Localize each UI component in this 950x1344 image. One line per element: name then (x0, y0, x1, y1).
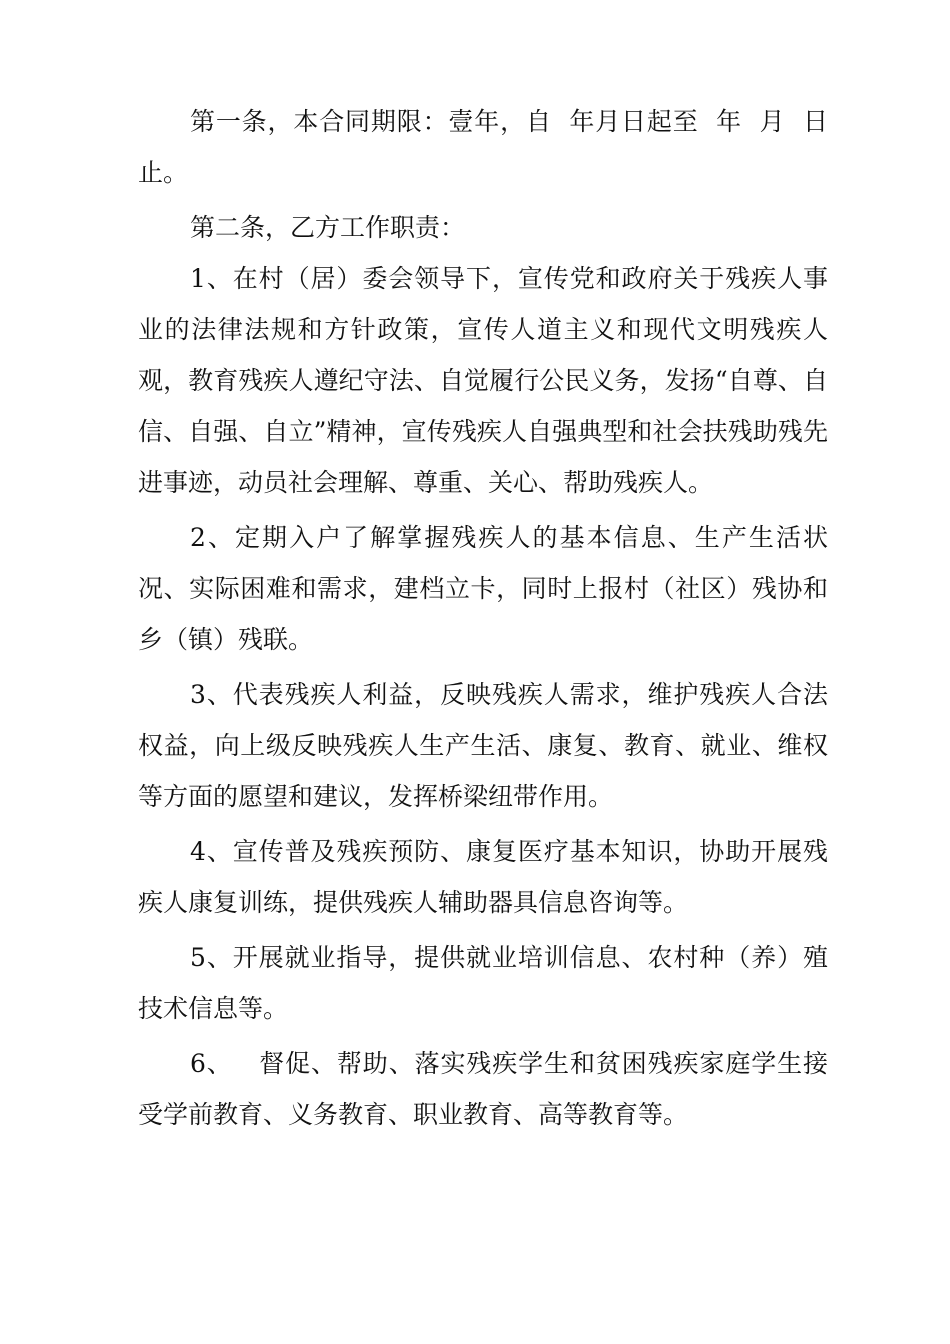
duty-item-5: 5、开展就业指导，提供就业培训信息、农村种（养）殖技术信息等。 (138, 943, 828, 1023)
duty-item-4: 4、宣传普及残疾预防、康复医疗基本知识，协助开展残疾人康复训练，提供残疾人辅助器具信息咨询等。 (138, 837, 828, 917)
duty-item-2: 2、定期入户了解掌握残疾人的基本信息、生产生活状况、实际困难和需求，建档立卡，同时上报村（社区）残协和乡（镇）残联。 (138, 523, 828, 654)
clause-2-heading: 第二条，乙方工作职责： (190, 213, 466, 242)
clause-1-term: 第一条，本合同期限：壹年，自 年月日起至 年 月 日止。 (138, 107, 828, 187)
duty-item-6: 6、 督促、帮助、落实残疾学生和贫困残疾家庭学生接受学前教育、义务教育、职业教育、高等教育等。 (138, 1049, 828, 1129)
duty-item-1: 1、在村（居）委会领导下，宣传党和政府关于残疾人事业的法律法规和方针政策，宣传人道主义和现代文明残疾人观，教育残疾人遵纪守法、自觉履行公民义务，发扬“自尊、自信、自强、自立”精神，宣传残疾人自强典型和社会扶残助残先进事迹，动员社会理解、尊重、关心、帮助残疾人。 (138, 264, 828, 497)
document-body (138, 96, 828, 1140)
duty-item-3: 3、代表残疾人利益，反映残疾人需求，维护残疾人合法权益，向上级反映残疾人生产生活、康复、教育、就业、维权等方面的愿望和建议，发挥桥梁纽带作用。 (138, 680, 828, 811)
